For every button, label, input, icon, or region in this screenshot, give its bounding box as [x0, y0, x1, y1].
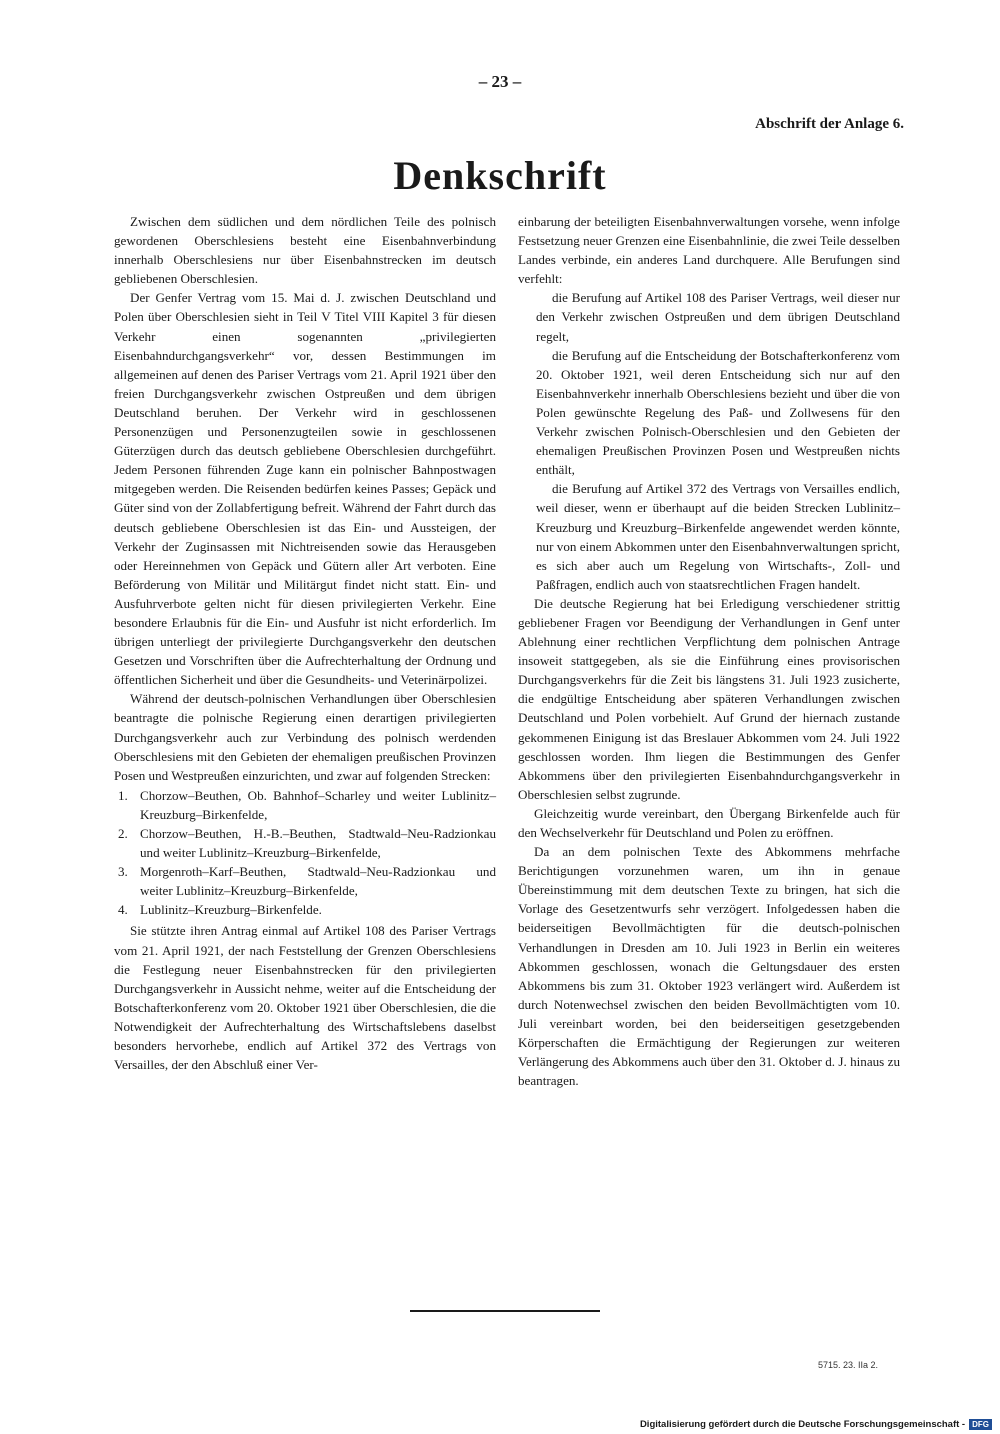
- list-number: 1.: [118, 787, 128, 803]
- list-text: Lublinitz–Kreuzburg–Birkenfelde.: [140, 902, 322, 918]
- objection-item: die Berufung auf Artikel 372 des Vertrags von Versailles endlich, weil dieser, wenn er überhaupt auf die beiden Strecken Lublinitz–Kreuzburg und Kreuzburg–Birkenfelde angewendet werden könnte, nur von einem Abkommen unter den Eisenbahnverwaltungen spricht, es sich aber auch um Regelung von Wirtschafts-, Zoll- und Paßfragen, endlich auch von staatsrechtlichen Fragen handelt.: [536, 481, 900, 592]
- paragraph: Während der deutsch-polnischen Verhandlungen über Oberschlesien beantragte die polnische Regierung einen derartigen privilegierten Durchgangsverkehr auch zur Verbindung des polnisch werdenden Oberschlesiens mit den Gebieten der ehemaligen preußischen Provinzen Posen und Westpreußen einzurichten, und zwar auf folgenden Strecken:: [114, 691, 496, 783]
- paragraph: Der Genfer Vertrag vom 15. Mai d. J. zwischen Deutschland und Polen über Oberschlesien sieht in Teil V Titel VIII Kapitel 3 für diesen Verkehr einen sogenannten „privilegierten Eisenbahndurchgangsverkehr“ vor, dessen Bestimmungen im allgemeinen auf denen des Pariser Vertrags vom 21. April 1921 über den freien Durchgangsverkehr zwischen Ostpreußen und dem übrigen Deutschland beruhen. Der Verkehr wird in geschlossenen Personenzügen und Personenzugteilen sowie in geschlossenen Güterzügen durch das deutsch gebliebene Oberschlesien durchgeführt. Jedem Personen führenden Zuge kann ein polnischer Bahnpostwagen mitgegeben werden. Die Reisenden bedürfen keines Passes; Gepäck und Güter sind von der Zollabfertigung befreit. Während der Fahrt durch das deutsch gebliebene Oberschlesien ist das Ein- und Aussteigen, der Verkehr der Zuginsassen mit Nichtreisenden sowie das Herausgeben oder Hereinnehmen von Gepäck und Gütern aller Art verboten. Eine Beförderung von Militär und Militärgut findet nicht statt. Ein- und Ausfuhrverbote gelten nicht für diesen privilegierten Verkehr. Eine besondere Erlaubnis für die Ein- und Ausfuhr ist nicht erforderlich. Im übrigen unterliegt der privilegierte Durchgangsverkehr den deutschen Gesetzen und Vorschriften über die Aufrechterhaltung der Ordnung und öffentlichen Sicherheit und über die Gesundheits- und Veterinärpolizei.: [114, 290, 496, 688]
- dfg-logo: DFG: [969, 1419, 992, 1430]
- list-text: Chorzow–Beuthen, Ob. Bahnhof–Scharley und weiter Lublinitz–Kreuzburg–Birkenfelde,: [140, 787, 496, 822]
- right-column: [518, 212, 900, 1090]
- list-text: Morgenroth–Karf–Beuthen, Stadtwald–Neu-Radzionkau und weiter Lublinitz–Kreuzburg–Birkenfelde,: [140, 864, 496, 899]
- list-text: Chorzow–Beuthen, H.-B.–Beuthen, Stadtwald–Neu-Radzionkau und weiter Lublinitz–Kreuzburg–Birkenfelde,: [140, 826, 496, 861]
- list-number: 2.: [118, 826, 128, 841]
- list-number: 3.: [118, 864, 128, 880]
- route-list: [114, 786, 496, 920]
- paragraph: Sie stützte ihren Antrag einmal auf Artikel 108 des Pariser Vertrags vom 21. April 1921, der nach Feststellung der Grenzen Oberschlesiens die Festlegung neuer Eisenbahnstrecken für den privilegierten Durchgangsverkehr in Aussicht nehme, weiter auf die Entscheidung der Botschafterkonferenz vom 20. Oktober 1921 über Oberschlesien, die die Notwendigkeit der Aufrechterhaltung des Wirtschaftslebens daselbst besonders hervorhebe, endlich auf Artikel 372 des Vertrags von Versailles, der den Abschluß einer Ver-: [114, 923, 496, 1073]
- footer: [640, 1419, 992, 1430]
- paragraph: einbarung der beteiligten Eisenbahnverwaltungen vorsehe, wenn infolge Festsetzung neuer Grenzen eine Eisenbahnlinie, die zwei Teile desselben Landes verbinde, ein anderes Land durchquere. Alle Berufungen sind verfehlt:: [518, 214, 900, 287]
- footer-text: Digitalisierung gefördert durch die Deutsche Forschungsgemeinschaft -: [639, 1419, 966, 1430]
- list-item: [114, 786, 496, 824]
- list-item: [114, 862, 496, 900]
- objection-item: die Berufung auf die Entscheidung der Botschafterkonferenz vom 20. Oktober 1921, weil deren Entscheidung sich nur auf den Eisenbahnverkehr innerhalb Oberschlesiens bezieht und über die von Polen gewünschte Regelung des Paß- und Zollwesens für den Verkehr zwischen Polnisch-Oberschlesien und den Gebieten der ehemaligen Preußischen Provinzen Posen und Westpreußen nichts enthält,: [536, 347, 900, 478]
- closing-rule: [410, 1310, 600, 1312]
- annex-label: Abschrift der Anlage 6.: [755, 116, 904, 132]
- left-column: [114, 212, 496, 1074]
- paragraph: Gleichzeitig wurde vereinbart, den Übergang Birkenfelde auch für den Wechselverkehr für Deutschland und Polen zu eröffnen.: [518, 805, 900, 840]
- paragraph: Die deutsche Regierung hat bei Erledigung verschiedener strittig gebliebener Fragen vor Beendigung der Verhandlungen in Genf unter Ablehnung einer rechtlichen Verpflichtung dem polnischen Antrage insoweit stattgegeben, als sie die Einführung eines provisorischen Durchgangsverkehrs für die Zeit bis längstens 31. Juli 1923 zusicherte, die endgültige Entscheidung aber späteren Verhandlungen zwischen Deutschland und Polen vorbehielt. Auf Grund der hiernach zustande gekommenen Einigung ist das Breslauer Abkommen vom 24. Juli 1922 geschlossen worden. Ihm liegen die Bestimmungen des Genfer Abkommens über den privilegierten Eisenbahndurchgangsverkehr in Oberschlesien selbst zugrunde.: [518, 595, 900, 802]
- page-number: – 23 –: [478, 72, 522, 91]
- list-item: [114, 900, 496, 919]
- paragraph: Da an dem polnischen Texte des Abkommens mehrfache Berichtigungen vorzunehmen waren, um ihn in genaue Übereinstimmung mit dem deutschen Texte zu bringen, hat sich die Vorlage des Gesetzentwurfs sehr verzögert. Infolgedessen haben die beiderseitigen Bevollmächtigten für die deutsch-polnischen Verhandlungen in Dresden am 10. Juli 1923 in Berlin ein weiteres Abkommen geschlossen, wonach die Geltungsdauer des ersten Abkommens bis zum 31. Oktober 1923 verlängert wird. Außerdem ist durch Notenwechsel zwischen den beiden Bevollmächtigten vom 10. Juli vereinbart worden, bei den beiderseitigen gesetzgebenden Körperschaften die Ermächtigung der Regierungen zur weiteren Verlängerung des Abkommens auch über den 31. Oktober d. J. hinaus zu beantragen.: [518, 844, 900, 1089]
- document-title: Denkschrift: [393, 153, 607, 198]
- list-number: 4.: [118, 902, 128, 918]
- objection-item: die Berufung auf Artikel 108 des Pariser Vertrags, weil dieser nur den Verkehr zwischen Ostpreußen und dem übrigen Deutschland regelt,: [536, 290, 900, 344]
- paragraph: Zwischen dem südlichen und dem nördlichen Teile des polnisch gewordenen Oberschlesiens besteht eine Eisenbahnverbindung innerhalb Oberschlesiens nur über Eisenbahnstrecken im deutsch gebliebenen Oberschlesien.: [114, 214, 496, 287]
- print-mark: 5715. 23. IIa 2.: [818, 1360, 879, 1370]
- list-item: [114, 824, 496, 862]
